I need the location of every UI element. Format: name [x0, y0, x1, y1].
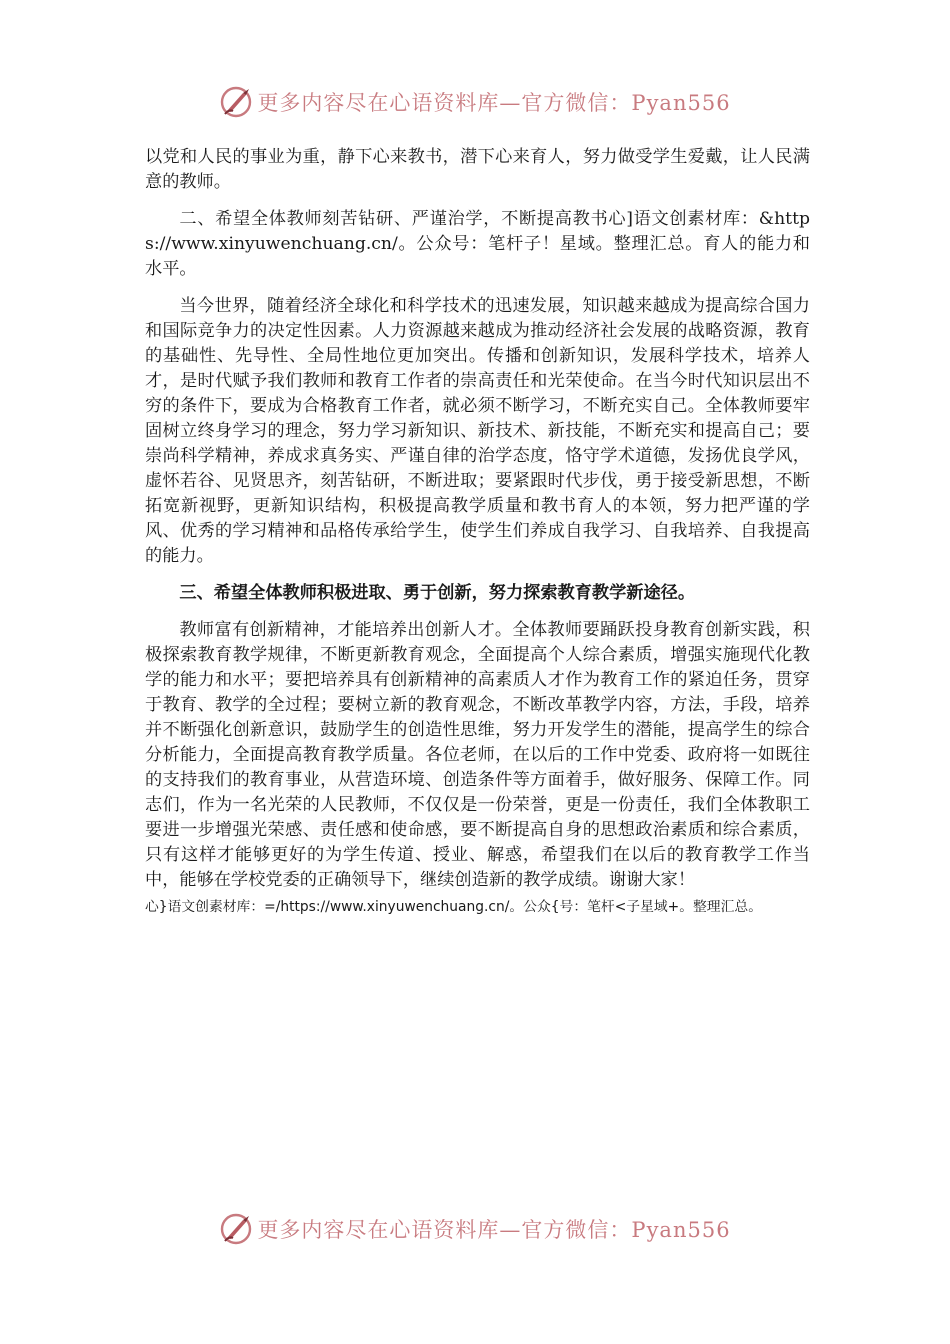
header-banner	[0, 82, 950, 122]
paragraph-learning: 当今世界，随着经济全球化和科学技术的迅速发展，知识越来越成为提高综合国力和国际竞争力的决定性因素。人力资源越来越成为推动经济社会发展的战略资源，教育的基础性、先导性、全局性地位更加突出。传播和创新知识，发展科学技术，培养人才，是时代赋予我们教师和教育工作者的崇高责任和光荣使命。在当今时代知识层出不穷的条件下，要成为合格教育工作者，就必须不断学习，不断充实自己。全体教师要牢固树立终身学习的理念，努力学习新知识、新技术、新技能，不断充实和提高自己；要崇尚科学精神，养成求真务实、严谨自律的治学态度，恪守学术道德，发扬优良学风，虚怀若谷、见贤思齐，刻苦钻研，不断进取；要紧跟时代步伐，勇于接受新思想，不断拓宽新视野，更新知识结构，积极提高教学质量和教书育人的本领，努力把严谨的学风、优秀的学习精神和品格传承给学生，使学生们养成自我学习、自我培养、自我提高的能力。	[145, 296, 810, 566]
banner-text: 更多内容尽在心语资料库—官方微信：Pyan556	[257, 1218, 731, 1242]
banner-text: 更多内容尽在心语资料库—官方微信：Pyan556	[257, 91, 731, 115]
source-footer-line: 心}语文创素材库：=/https://www.xinyuwenchuang.cn/。公众{号：笔杆<子星域+。整理汇总。	[145, 899, 762, 915]
quill-logo-icon	[219, 85, 253, 119]
footer-banner	[0, 1209, 950, 1249]
paragraph-innovation: 教师富有创新精神，才能培养出创新人才。全体教师要踊跃投身教育创新实践，积极探索教育教学规律，不断更新教育观念，全面提高个人综合素质，增强实施现代化教学的能力和水平；要把培养具有创新精神的高素质人才作为教育工作的紧迫任务，贯穿于教育、教学的全过程；要树立新的教育观念，不断改革教学内容，方法，手段，培养并不断强化创新意识，鼓励学生的创造性思维，努力开发学生的潜能，提高学生的综合分析能力，全面提高教育教学质量。各位老师，在以后的工作中党委、政府将一如既往的支持我们的教育事业，从营造环境、创造条件等方面着手，做好服务、保障工作。同志们，作为一名光荣的人民教师，不仅仅是一份荣誉，更是一份责任，我们全体教职工要进一步增强光荣感、责任感和使命感，要不断提高自身的思想政治素质和综合素质，只有这样才能够更好的为学生传道、授业、解惑，希望我们在以后的教育教学工作当中，能够在学校党委的正确领导下，继续创造新的教学成绩。谢谢大家！	[145, 620, 810, 890]
paragraph-point-two: 二、希望全体教师刻苦钻研、严谨治学，不断提高教书心]语文创素材库：&https://www.xinyuwenchuang.cn/。公众号：笔杆子！星域。整理汇总。育人的能力和水平。	[145, 209, 810, 279]
document-body	[145, 145, 810, 918]
quill-logo-icon	[219, 1212, 253, 1246]
section-heading-three: 三、希望全体教师积极进取、勇于创新，努力探索教育教学新途径。	[179, 583, 696, 603]
paragraph-continuation: 以党和人民的事业为重，静下心来教书，潜下心来育人，努力做受学生爱戴，让人民满意的教师。	[145, 147, 810, 192]
